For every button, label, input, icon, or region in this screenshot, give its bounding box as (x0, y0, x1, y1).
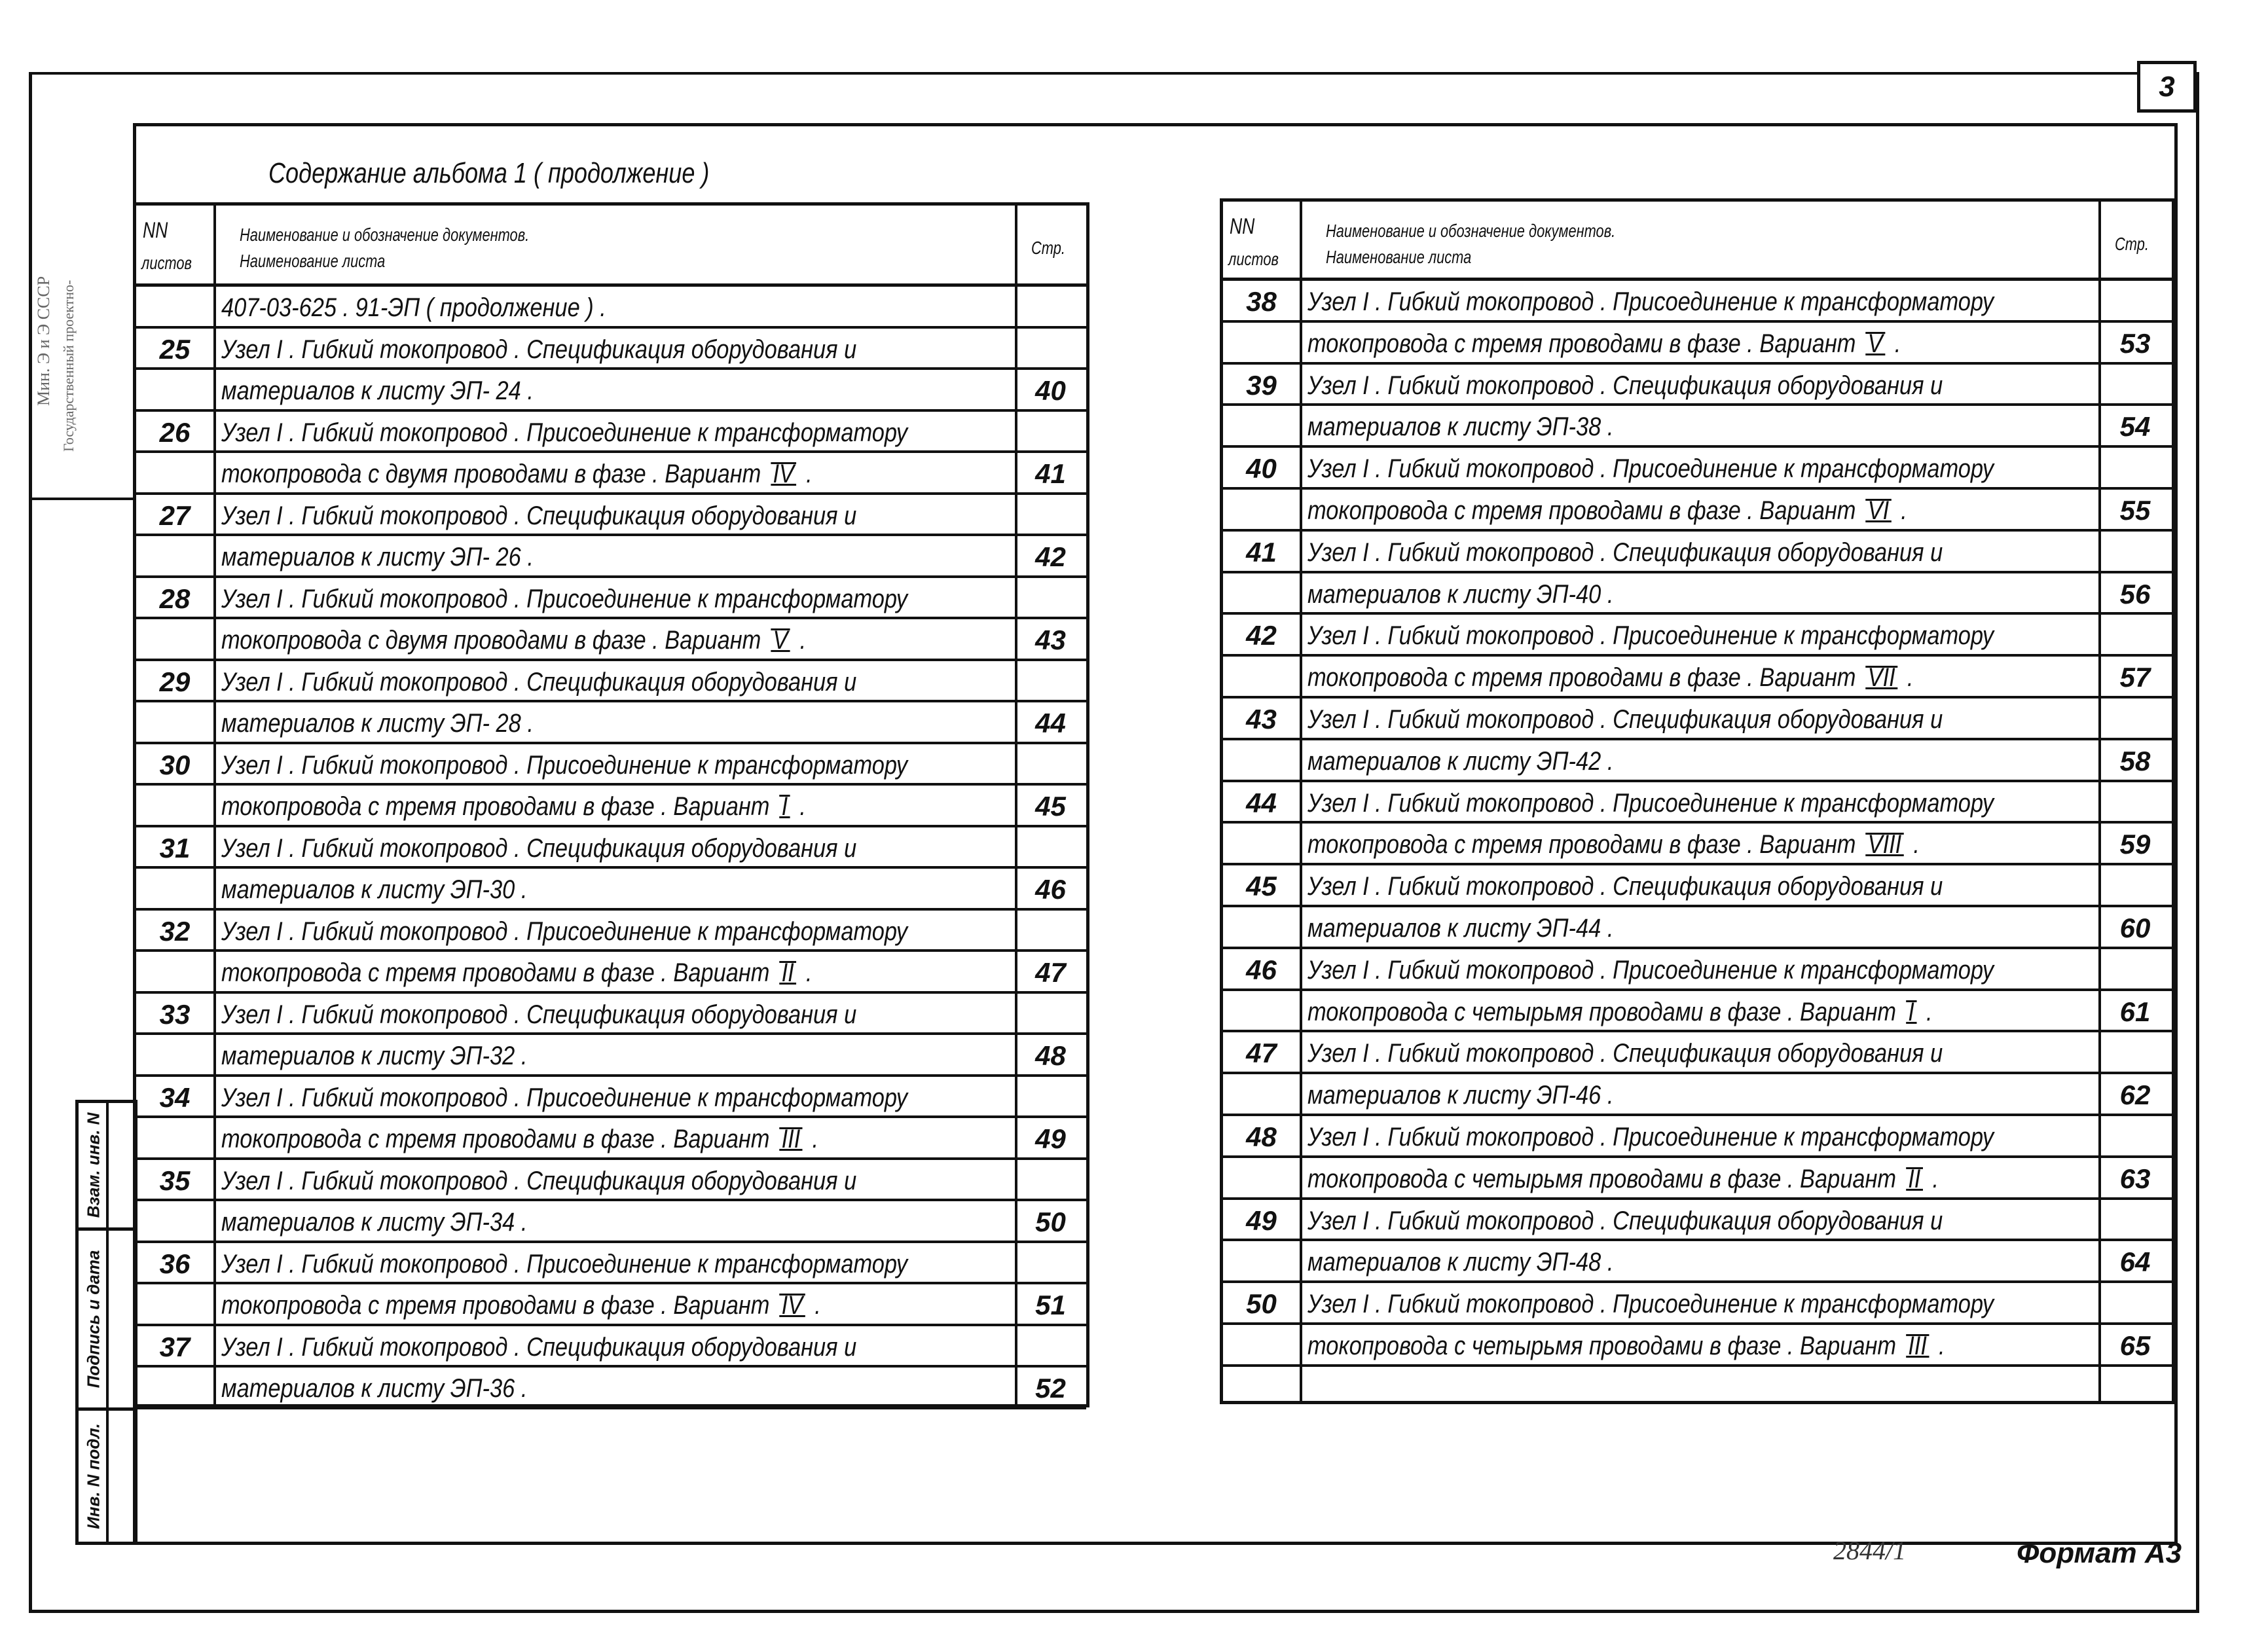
header-num-line1: NN (1230, 214, 1255, 239)
page-number-cell: 56 (2119, 578, 2151, 609)
side-divider (31, 498, 133, 500)
page-number-cell: 47 (1035, 957, 1066, 988)
page-number-cell: 65 (2119, 1330, 2151, 1361)
header-name-line2: Наименование листа (240, 251, 386, 271)
sheet-number: 35 (159, 1165, 191, 1196)
sheet-name: Узел I . Гибкий токопровод . Спецификация оборудования и (221, 667, 857, 697)
stamp-replace-inv (75, 1100, 137, 1231)
sheet-top-line (29, 72, 2137, 75)
side-org-text-2: Государственный проектно- (60, 280, 77, 452)
table-row (136, 744, 1086, 786)
sheet-name: Узел I . Гибкий токопровод . Присоединение к трансформатору (1308, 788, 1994, 818)
header-name-line1: Наименование и обозначение документов. (240, 225, 530, 245)
table-row (136, 1284, 1086, 1326)
sheet-name: материалов к листу ЭП-42 . (1308, 746, 1614, 776)
sheet-name: Узел I . Гибкий токопровод . Спецификация оборудования и (1308, 1039, 1943, 1068)
page-number-cell: 46 (1035, 874, 1066, 905)
table-row (1223, 657, 2172, 698)
table-row (136, 994, 1086, 1036)
sheet-name: Узел I . Гибкий токопровод . Присоединение к трансформатору (1308, 621, 1994, 651)
header-page: Стр. (1031, 238, 1065, 258)
table-row (136, 1243, 1086, 1285)
sheet-name: токопровода с четырьмя проводами в фазе . Вариант II . (1308, 1164, 1939, 1193)
sheet-name: Узел I . Гибкий токопровод . Спецификация оборудования и (221, 1166, 857, 1195)
page-number-cell: 64 (2119, 1246, 2151, 1278)
sheet-number: 40 (1246, 453, 1277, 484)
table-row (1223, 281, 2172, 323)
sheet-number: 42 (1246, 620, 1277, 651)
sheet-name: материалов к листу ЭП-36 . (221, 1374, 528, 1403)
stamp-label-original-inv: Инв. N подл. (83, 1423, 103, 1529)
table-row (136, 1077, 1086, 1119)
table-row (1223, 448, 2172, 490)
sheet-name: токопровода с тремя проводами в фазе . Вариант III . (221, 1125, 819, 1153)
sheet-name: Узел I . Гибкий токопровод . Спецификация оборудования и (1308, 371, 1943, 400)
table-row (136, 1118, 1086, 1160)
table-header (136, 206, 1086, 287)
table-row (1223, 740, 2172, 782)
table-row (136, 1035, 1086, 1077)
sheet-name: 407-03-625 . 91-ЭП ( продолжение ) . (221, 293, 606, 322)
table-row (136, 1368, 1086, 1409)
page-number-cell: 40 (1035, 375, 1066, 406)
table-row (136, 412, 1086, 454)
variant-numeral: VI (1865, 499, 1891, 522)
table-row (1223, 365, 2172, 407)
sheet-number: 45 (1246, 871, 1277, 902)
header-num-line2: листов (141, 253, 192, 273)
table-row (1223, 991, 2172, 1033)
sheet-name: Узел I . Гибкий токопровод . Спецификация оборудования и (1308, 705, 1943, 734)
sheet-name: материалов к листу ЭП-48 . (1308, 1248, 1614, 1277)
sheet-number: 36 (159, 1248, 191, 1279)
sheet-name: Узел I . Гибкий токопровод . Присоединение к трансформатору (221, 1083, 908, 1112)
variant-numeral: II (1906, 1167, 1923, 1191)
sheet-name: токопровода с четырьмя проводами в фазе . Вариант III . (1308, 1332, 1945, 1360)
inventory-number: 2844/1 (1833, 1536, 1907, 1565)
page-number-cell: 43 (1035, 625, 1066, 655)
sheet-number: 31 (159, 832, 191, 863)
page-number-cell: 45 (1035, 791, 1066, 822)
stamp-label-replace-inv: Взам. инв. N (83, 1112, 103, 1218)
sheet-name: Узел I . Гибкий токопровод . Спецификация оборудования и (1308, 872, 1943, 901)
page-number-cell: 57 (2119, 662, 2151, 693)
sheet-name: токопровода с двумя проводами в фазе . Вариант V . (221, 626, 807, 655)
stamp-original-inv (75, 1407, 137, 1545)
page-number-box (2137, 61, 2197, 113)
variant-numeral: VII (1865, 666, 1897, 689)
sheet-number: 43 (1246, 704, 1277, 734)
page-number-cell: 60 (2119, 913, 2151, 943)
sheet-name: материалов к листу ЭП-30 . (221, 875, 528, 904)
sheet-name: токопровода с двумя проводами в фазе . Вариант IV . (221, 460, 813, 488)
sheet-number: 46 (1246, 954, 1277, 985)
variant-numeral: V (771, 628, 790, 652)
page-number-cell: 52 (1035, 1373, 1066, 1404)
table-row (1223, 1116, 2172, 1158)
sheet-name: Узел I . Гибкий токопровод . Спецификация оборудования и (221, 833, 857, 863)
page-number-cell: 42 (1035, 541, 1066, 572)
table-row (1223, 1325, 2172, 1367)
sheet-number: 48 (1246, 1121, 1277, 1152)
sheet-name: Узел I . Гибкий токопровод . Спецификация оборудования и (1308, 537, 1943, 567)
sheet-number: 50 (1246, 1288, 1277, 1320)
table-row (136, 661, 1086, 703)
sheet-number: 33 (159, 998, 191, 1030)
header-name-line1: Наименование и обозначение документов. (1326, 221, 1616, 241)
table-row (136, 287, 1086, 329)
sheet-name: материалов к листу ЭП- 24 . (221, 376, 534, 405)
sheet-name: материалов к листу ЭП-34 . (221, 1208, 528, 1237)
table-row (136, 453, 1086, 495)
sheet-name: Узел I . Гибкий токопровод . Присоединение к трансформатору (1308, 1290, 1994, 1319)
header-name-line2: Наименование листа (1326, 247, 1472, 267)
table-header (1223, 202, 2172, 281)
sheet-name: материалов к листу ЭП-32 . (221, 1042, 528, 1070)
table-row (1223, 323, 2172, 365)
contents-table-left (133, 202, 1089, 1407)
table-row (136, 827, 1086, 869)
table-row (136, 495, 1086, 537)
sheet-number: 44 (1246, 787, 1277, 818)
page-number-cell: 41 (1035, 458, 1066, 489)
table-row (136, 786, 1086, 827)
page-number-cell: 59 (2119, 829, 2151, 860)
table-row (1223, 573, 2172, 615)
page-number-cell: 62 (2119, 1079, 2151, 1111)
sheet-name: Узел I . Гибкий токопровод . Спецификация оборудования и (221, 501, 857, 530)
sheet-number: 41 (1246, 536, 1277, 568)
sheet-name: токопровода с четырьмя проводами в фазе . Вариант I . (1308, 997, 1933, 1026)
table-row (1223, 907, 2172, 949)
table-row (136, 952, 1086, 994)
table-row (1223, 782, 2172, 824)
sheet-name: материалов к листу ЭП-46 . (1308, 1081, 1614, 1110)
sheet-name: Узел I . Гибкий токопровод . Спецификация оборудования и (1308, 1206, 1943, 1235)
page-number-cell: 58 (2119, 745, 2151, 776)
sheet-number: 30 (159, 749, 191, 780)
sheet-number: 28 (159, 583, 191, 614)
sheet-number: 29 (159, 666, 191, 697)
variant-numeral: I (779, 795, 790, 818)
sheet-name: материалов к листу ЭП-40 . (1308, 579, 1614, 609)
page-number-cell: 51 (1035, 1290, 1066, 1320)
table-row (1223, 490, 2172, 532)
variant-numeral: II (779, 961, 796, 985)
page-number-cell: 48 (1035, 1040, 1066, 1071)
sheet-name: токопровода с тремя проводами в фазе . Вариант II . (221, 958, 813, 987)
variant-numeral: III (779, 1127, 803, 1151)
sheet-name: токопровода с тремя проводами в фазе . Вариант IV . (221, 1291, 821, 1320)
variant-numeral: IV (779, 1294, 805, 1317)
page-number-cell: 54 (2119, 411, 2151, 443)
format-label: Формат А3 (2017, 1537, 2182, 1569)
table-row (1223, 1074, 2172, 1116)
table-row (1223, 1241, 2172, 1283)
sheet-name: Узел I . Гибкий токопровод . Присоединение к трансформатору (1308, 287, 1994, 316)
table-row (136, 869, 1086, 911)
sheet-name: Узел I . Гибкий токопровод . Присоединение к трансформатору (1308, 1123, 1994, 1151)
side-org-text-1: Мин. Э и Э СССР (34, 276, 53, 406)
sheet-name: токопровода с тремя проводами в фазе . Вариант VI . (1308, 496, 1907, 525)
sheet-number: 27 (159, 499, 191, 531)
sheet-name: Узел I . Гибкий токопровод . Присоединение к трансформатору (221, 584, 908, 613)
table-row (136, 1326, 1086, 1368)
sheet-name: материалов к листу ЭП-38 . (1308, 412, 1614, 442)
sheet-number: 39 (1246, 369, 1277, 401)
page-number-cell: 61 (2119, 996, 2151, 1027)
sheet-name: материалов к листу ЭП- 26 . (221, 543, 534, 571)
table-row (1223, 532, 2172, 573)
sheet-name: токопровода с тремя проводами в фазе . Вариант VIII . (1308, 830, 1920, 860)
table-row (1223, 824, 2172, 865)
sheet-number: 34 (159, 1081, 191, 1113)
sheet-number: 26 (159, 416, 191, 448)
sheet-number: 37 (159, 1331, 191, 1362)
sheet-number: 47 (1246, 1038, 1277, 1069)
variant-numeral: I (1906, 1000, 1916, 1024)
sheet-number: 25 (159, 333, 191, 365)
table-row (1223, 615, 2172, 657)
table-row (136, 578, 1086, 620)
table-row (136, 329, 1086, 371)
page-number-cell: 49 (1035, 1123, 1066, 1154)
sheet-name: Узел I . Гибкий токопровод . Присоединение к трансформатору (221, 418, 908, 447)
sheet-name: материалов к листу ЭП-44 . (1308, 914, 1614, 943)
album-contents-title: Содержание альбома 1 ( продолжение ) (268, 157, 710, 189)
sheet-name: материалов к листу ЭП- 28 . (221, 709, 534, 738)
page-number-cell: 44 (1035, 708, 1066, 738)
sheet-name: токопровода с тремя проводами в фазе . Вариант VII . (1308, 663, 1914, 693)
sheet-name: Узел I . Гибкий токопровод . Спецификация оборудования и (221, 1000, 857, 1029)
sheet-name: Узел I . Гибкий токопровод . Спецификация оборудования и (221, 1332, 857, 1362)
table-row (1223, 406, 2172, 448)
page-number: 3 (2159, 70, 2175, 103)
variant-numeral: VIII (1865, 833, 1904, 856)
table-row (136, 619, 1086, 661)
page-number-cell: 53 (2119, 327, 2151, 359)
table-row (136, 1160, 1086, 1202)
table-row (1223, 1283, 2172, 1325)
sheet-name: токопровода с тремя проводами в фазе . Вариант V . (1308, 329, 1901, 358)
variant-numeral: V (1865, 332, 1885, 355)
page-number-cell: 50 (1035, 1206, 1066, 1237)
table-row (136, 536, 1086, 578)
header-page: Стр. (2115, 234, 2149, 254)
table-row (1223, 1200, 2172, 1242)
sheet-name: Узел I . Гибкий токопровод . Присоединение к трансформатору (221, 916, 908, 946)
header-num-line1: NN (143, 218, 168, 243)
table-row (136, 1201, 1086, 1243)
table-row (136, 911, 1086, 952)
sheet-name: Узел I . Гибкий токопровод . Присоединение к трансформатору (221, 750, 908, 780)
table-row (1223, 1158, 2172, 1200)
table-row-empty (1223, 1367, 2172, 1409)
contents-table-right (1220, 198, 2175, 1404)
table-row (136, 370, 1086, 412)
page-number-cell: 63 (2119, 1163, 2151, 1194)
header-num-line2: листов (1228, 249, 1279, 269)
stamp-label-signature: Подпись и дата (83, 1250, 103, 1388)
stamp-signature-date (75, 1227, 137, 1411)
sheet-number: 38 (1246, 286, 1277, 317)
sheet-name: Узел I . Гибкий токопровод . Спецификация оборудования и (221, 335, 857, 364)
page-number-cell: 55 (2119, 495, 2151, 526)
table-row (1223, 698, 2172, 740)
sheet-name: Узел I . Гибкий токопровод . Присоединение к трансформатору (221, 1249, 908, 1278)
sheet-number: 32 (159, 915, 191, 947)
variant-numeral: III (1906, 1334, 1930, 1358)
variant-numeral: IV (771, 462, 796, 486)
table-row (136, 702, 1086, 744)
table-row (1223, 949, 2172, 991)
sheet-name: Узел I . Гибкий токопровод . Присоединение к трансформатору (1308, 454, 1994, 484)
table-row (1223, 1032, 2172, 1074)
table-row (1223, 865, 2172, 907)
sheet-name: токопровода с тремя проводами в фазе . Вариант I . (221, 792, 806, 821)
sheet-number: 49 (1246, 1205, 1277, 1236)
sheet-name: Узел I . Гибкий токопровод . Присоединение к трансформатору (1308, 955, 1994, 985)
